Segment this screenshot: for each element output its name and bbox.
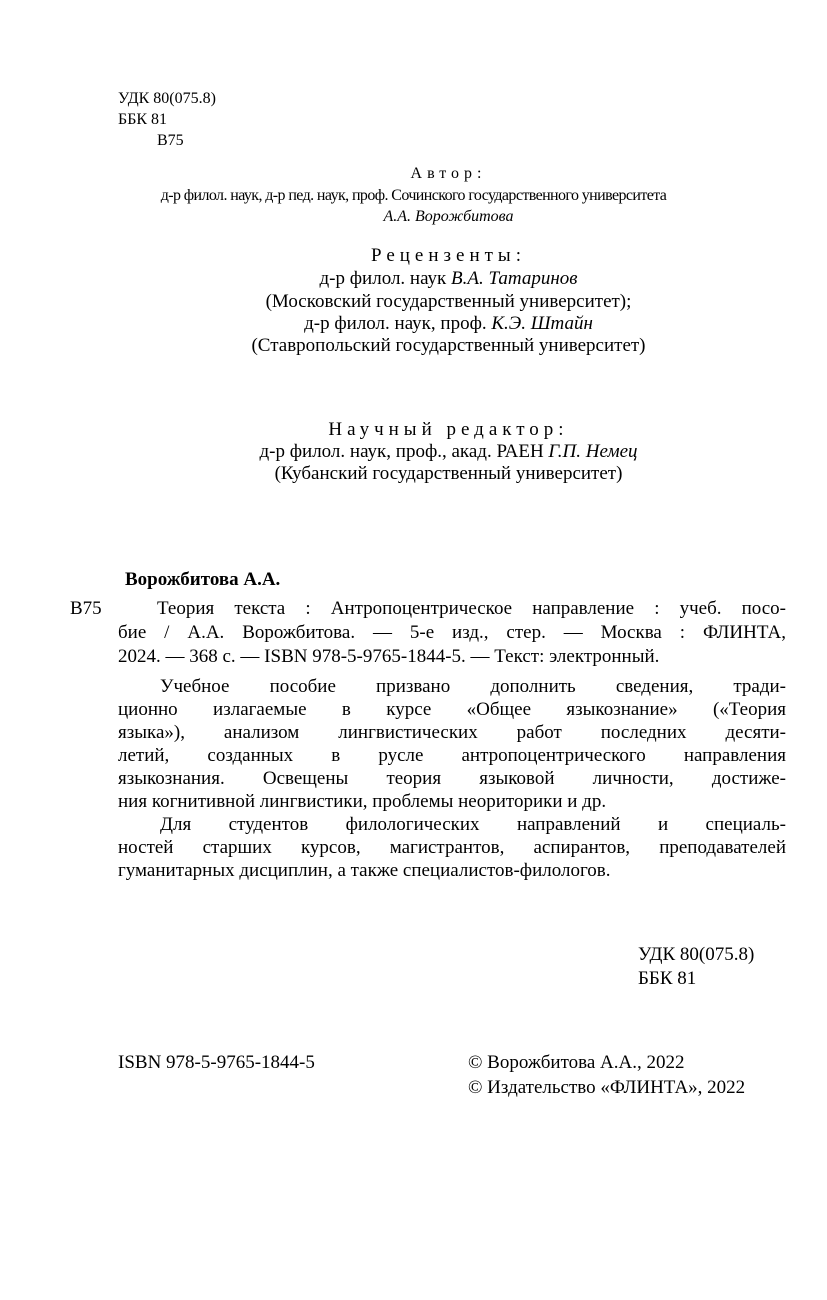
author-name: А.А. Ворожбитова: [383, 208, 514, 225]
abstract-p2-line-2: ностей старших курсов, магистрантов, аспирантов, преподавателей: [118, 837, 786, 858]
bbk-code-bottom: ББК 81: [638, 968, 697, 989]
editor-degree: д-р филол. наук, проф., акад. РАЕН: [259, 441, 544, 462]
bibliography-line-2: бие / А.А. Ворожбитова. — 5-е изд., стер. — Москва : ФЛИНТА,: [118, 622, 786, 643]
abstract-p2-line-1: Для студентов филологических направлений и специаль-: [160, 814, 786, 835]
reviewer-2: [0, 312, 827, 335]
author-heading: Автор:: [410, 165, 487, 182]
udk-code-top: УДК 80(075.8): [118, 90, 216, 107]
author-affiliation: д-р филол. наук, д-р пед. наук, проф. Сочинского государственного университета: [160, 187, 667, 204]
bibliography-line-3: 2024. — 368 с. — ISBN 978-5-9765-1844-5. — Текст: электронный.: [118, 646, 660, 667]
reviewer-2-name: К.Э. Штайн: [491, 313, 593, 334]
editor-line: [0, 440, 827, 463]
abstract-p1-line-5: языкознания. Освещены теория языковой личности, достиже-: [118, 768, 786, 789]
reviewer-2-affiliation: (Ставропольский государственный университет): [251, 335, 646, 356]
copyright-publisher: © Издательство «ФЛИНТА», 2022: [468, 1077, 746, 1098]
isbn: ISBN 978-5-9765-1844-5: [118, 1052, 315, 1073]
editor-heading: Научный редактор:: [328, 419, 569, 440]
abstract-p1-line-4: летий, созданных в русле антропоцентрического направления: [118, 745, 786, 766]
bibliography-author: Ворожбитова А.А.: [125, 569, 281, 590]
reviewer-2-degree: д-р филол. наук, проф.: [304, 313, 487, 334]
reviewer-1-affiliation: (Московский государственный университет);: [265, 291, 632, 312]
author-mark-top: В75: [157, 132, 184, 149]
abstract-p1-line-2: ционно излагаемые в курсе «Общее языкознание» («Теория: [118, 699, 786, 720]
bibliography-mark: В75: [70, 598, 102, 619]
reviewer-1-degree: д-р филол. наук: [319, 268, 447, 289]
bibliography-line-1: Теория текста : Антропоцентрическое направление : учеб. посо-: [157, 598, 786, 619]
copyright-author: © Ворожбитова А.А., 2022: [468, 1052, 685, 1073]
abstract-p2-line-3: гуманитарных дисциплин, а также специалистов-филологов.: [118, 860, 611, 881]
reviewers-heading: Рецензенты:: [371, 245, 526, 266]
reviewer-1-name: В.А. Татаринов: [451, 268, 578, 289]
reviewer-1: [0, 267, 827, 290]
udk-code-bottom: УДК 80(075.8): [638, 944, 755, 965]
editor-affiliation: (Кубанский государственный университет): [274, 463, 623, 484]
editor-name: Г.П. Немец: [548, 441, 638, 462]
abstract-p1-line-3: языка»), анализом лингвистических работ последних десяти-: [118, 722, 786, 743]
abstract-p1-line-6: ния когнитивной лингвистики, проблемы неориторики и др.: [118, 791, 607, 812]
abstract-p1-line-1: Учебное пособие призвано дополнить сведения, тради-: [160, 676, 786, 697]
bbk-code-top: ББК 81: [118, 111, 168, 128]
